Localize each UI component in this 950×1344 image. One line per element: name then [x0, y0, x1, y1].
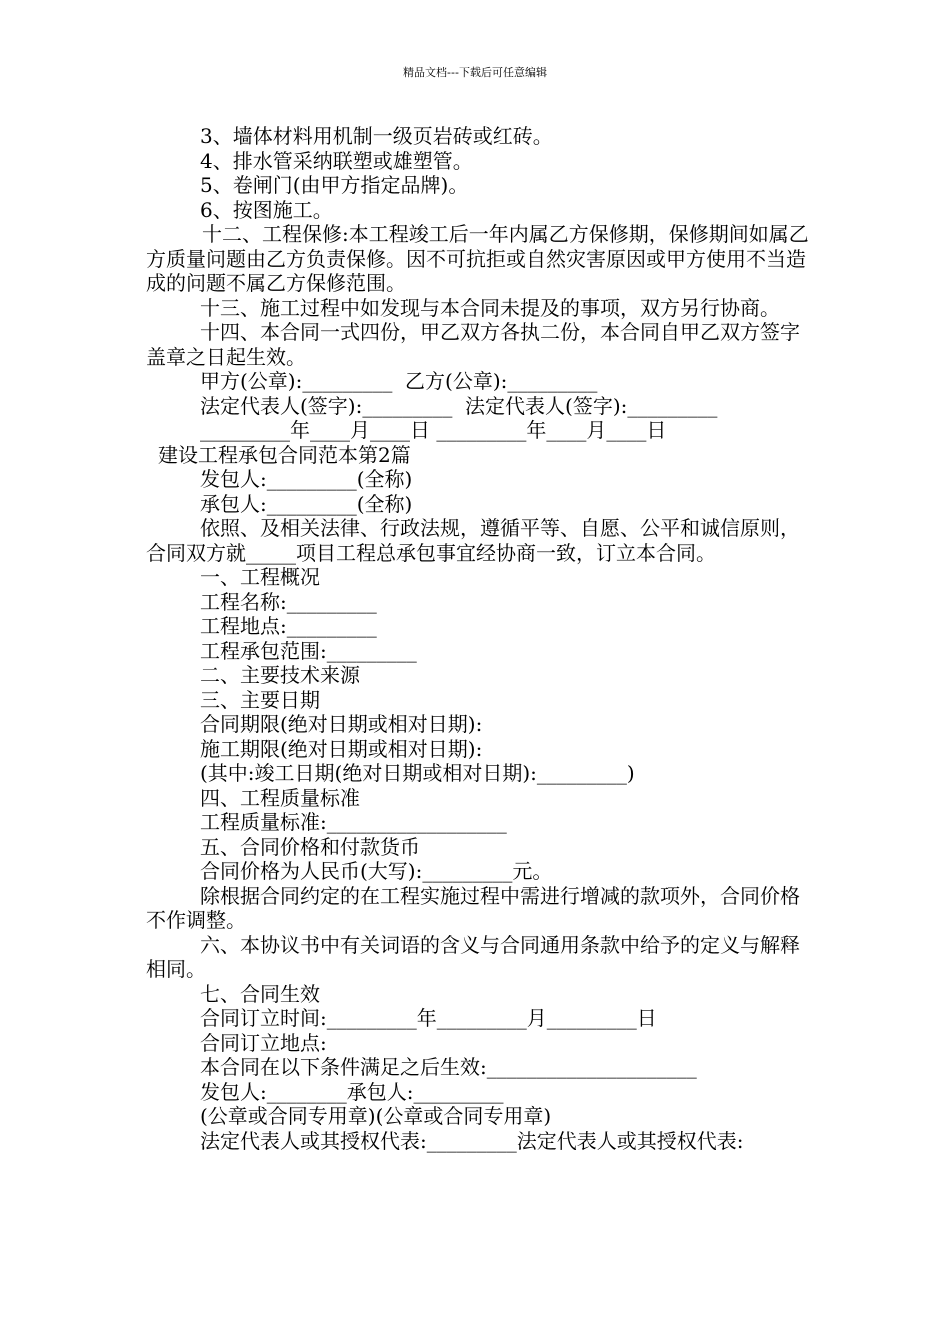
paragraph: 4、排水管采纳联塑或雄塑管。	[200, 148, 473, 173]
paragraph: 工程质量标准:__________________	[200, 810, 507, 834]
paragraph: 本合同在以下条件满足之后生效:_____________________	[200, 1055, 697, 1079]
signature-line: 甲方(公章):_________ 乙方(公章):_________	[200, 369, 598, 393]
paragraph: 依照、及相关法律、行政法规，遵循平等、自愿、公平和诚信原则，合同双方就_____项目工程总承包事宜经协商一致，订立本合同。	[146, 516, 800, 565]
paragraph: 六、本协议书中有关词语的含义与合同通用条款中给予的定义与解释相同。	[146, 932, 800, 981]
paragraph: 承包人:_________(全称)	[200, 491, 413, 516]
paragraph: 工程地点:_________	[200, 614, 377, 638]
paragraph: 合同价格为人民币(大写):_________元。	[200, 859, 553, 883]
paragraph: 发包人:________承包人:_________	[200, 1079, 504, 1104]
heading: 二、主要技术来源	[200, 663, 360, 687]
paragraph: 合同期限(绝对日期或相对日期):	[200, 712, 483, 736]
paragraph: 施工期限(绝对日期或相对日期):	[200, 736, 483, 761]
paragraph: 6、按图施工。	[200, 197, 333, 222]
paragraph: 十二、工程保修:本工程竣工后一年内属乙方保修期，保修期间如属乙方质量问题由乙方负责保修。因不可抗拒或自然灾害原因或甲方使用不当造成的问题不属乙方保修范围。	[146, 222, 809, 295]
heading: 七、合同生效	[200, 981, 320, 1006]
paragraph: 发包人:_________(全称)	[200, 467, 413, 491]
heading: 五、合同价格和付款货币	[200, 834, 420, 859]
paragraph: 十四、本合同一式四份，甲乙双方各执二份，本合同自甲乙双方签字盖章之日起生效。	[146, 320, 800, 369]
paragraph: 法定代表人或其授权代表:_________法定代表人或其授权代表:	[200, 1128, 744, 1153]
section-title: 建设工程承包合同范本第2篇	[158, 442, 411, 467]
heading: 一、工程概况	[200, 565, 320, 589]
paragraph: (其中:竣工日期(绝对日期或相对日期):_________)	[200, 761, 635, 785]
paragraph: 合同订立时间:_________年_________月_________日	[200, 1006, 657, 1030]
paragraph: 除根据合同约定的在工程实施过程中需进行增减的款项外，合同价格不作调整。	[146, 883, 800, 932]
paragraph: 工程承包范围:_________	[200, 638, 417, 663]
page-header: 精品文档---下载后可任意编辑	[403, 66, 547, 79]
paragraph: (公章或合同专用章)(公章或合同专用章)	[200, 1104, 552, 1128]
paragraph: 合同订立地点:	[200, 1030, 327, 1055]
paragraph: 3、墙体材料用机制一级页岩砖或红砖。	[200, 124, 553, 148]
heading: 四、工程质量标准	[200, 785, 360, 810]
date-line: _________年____月____日 _________年____月____日	[200, 418, 667, 442]
paragraph: 5、卷闸门(由甲方指定品牌)。	[200, 173, 469, 197]
heading: 三、主要日期	[200, 687, 320, 712]
document-body	[146, 124, 811, 1153]
paragraph: 十三、施工过程中如发现与本合同未提及的事项，双方另行协商。	[200, 295, 780, 320]
signature-line: 法定代表人(签字):_________ 法定代表人(签字):_________	[200, 393, 718, 418]
paragraph: 工程名称:_________	[200, 589, 377, 614]
